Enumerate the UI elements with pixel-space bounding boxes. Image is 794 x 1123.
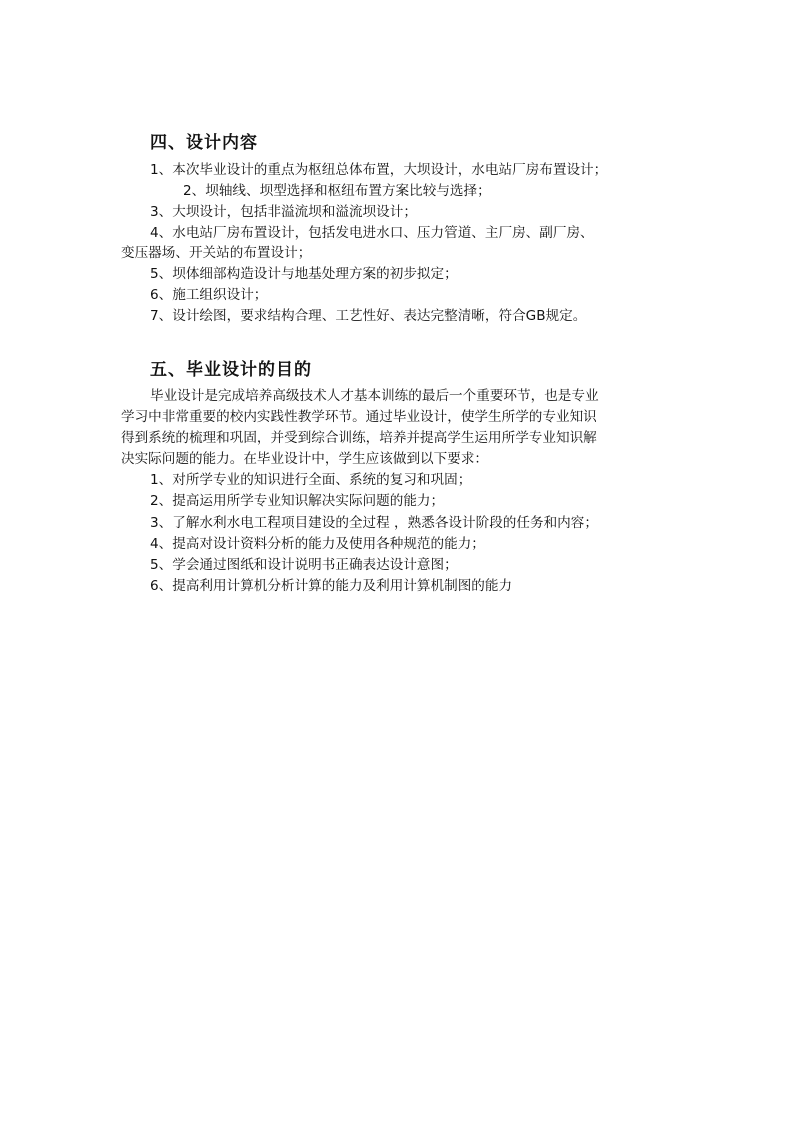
paragraph-line: 决实际问题的能力。在毕业设计中，学生应该做到以下要求：	[121, 451, 489, 467]
list-item: 1、本次毕业设计的重点为枢纽总体布置，大坝设计，水电站厂房布置设计；	[150, 162, 608, 178]
list-item-continuation: 变压器场、开关站的布置设计；	[121, 245, 312, 261]
list-item: 4、水电站厂房布置设计，包括发电进水口、压力管道、主厂房、副厂房、	[150, 225, 594, 241]
list-item: 1、对所学专业的知识进行全面、系统的复习和巩固；	[150, 472, 472, 488]
paragraph-line: 得到系统的梳理和巩固，并受到综合训练，培养并提高学生运用所学专业知识解	[121, 430, 597, 446]
list-item: 5、学会通过图纸和设计说明书正确表达设计意图；	[150, 557, 458, 573]
paragraph-line: 毕业设计是完成培养高级技术人才基本训练的最后一个重要环节，也是专业	[150, 388, 599, 404]
list-item: 2、坝轴线、坝型选择和枢纽布置方案比较与选择；	[183, 183, 491, 199]
list-item: 6、提高利用计算机分析计算的能力及利用计算机制图的能力	[150, 578, 513, 594]
list-item: 4、提高对设计资料分析的能力及使用各种规范的能力；	[150, 536, 485, 552]
section-heading-design-purpose: 五、毕业设计的目的	[150, 360, 312, 380]
list-item: 3、了解水利水电工程项目建设的全过程 ，熟悉各设计阶段的任务和内容；	[150, 515, 598, 531]
list-item: 2、提高运用所学专业知识解决实际问题的能力；	[150, 493, 445, 509]
list-item: 3、大坝设计，包括非溢流坝和溢流坝设计；	[150, 204, 417, 220]
list-item: 6、施工组织设计；	[150, 287, 268, 303]
section-heading-design-content: 四、设计内容	[150, 133, 258, 153]
paragraph-line: 学习中非常重要的校内实践性教学环节。通过毕业设计，使学生所学的专业知识	[121, 409, 597, 425]
list-item: 5、坝体细部构造设计与地基处理方案的初步拟定；	[150, 266, 458, 282]
list-item: 7、设计绘图，要求结构合理、工艺性好、表达完整清晰，符合GB规定。	[150, 308, 587, 324]
